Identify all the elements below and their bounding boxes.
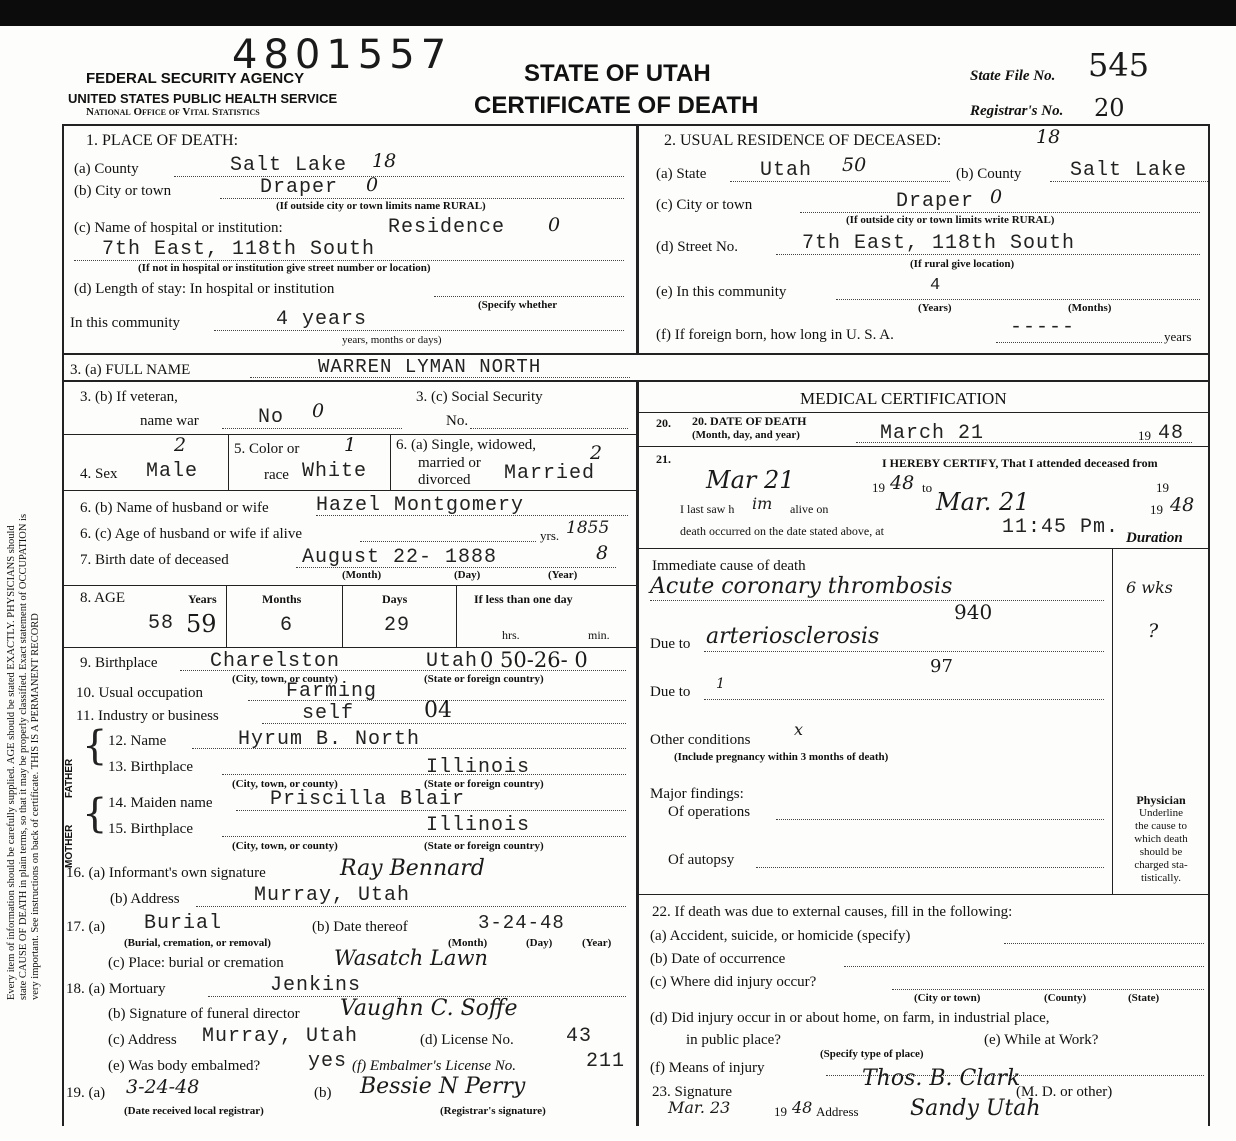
external-d2: in public place? <box>686 1032 781 1048</box>
res-years-label: years <box>1164 329 1192 344</box>
color-value: White <box>302 460 368 483</box>
burial-date-label: (b) Date thereof <box>312 919 408 935</box>
age-months-head: Months <box>262 592 302 606</box>
external-e: (e) While at Work? <box>984 1032 1099 1048</box>
race-label: race <box>264 467 289 483</box>
burial-label: 17. (a) <box>66 919 106 935</box>
registrar-signature: Bessie N Perry <box>360 1074 526 1099</box>
mortuary-name: Jenkins <box>270 974 362 997</box>
pod-county-label: (a) County <box>74 161 139 177</box>
registrar-date: 3-24-48 <box>126 1076 200 1098</box>
physician-note: Physician Underline the cause to which death should be charged sta- tistically. <box>1134 793 1188 884</box>
marital-label-3: divorced <box>418 472 471 488</box>
other-conditions: x <box>794 720 804 739</box>
external-c: (c) Where did injury occur? <box>650 974 817 990</box>
death-year: 48 <box>1158 422 1185 445</box>
marital-value: Married <box>504 462 596 485</box>
attended-to: Mar. 21 <box>936 488 1030 516</box>
autopsy-label: Of autopsy <box>668 852 735 868</box>
state-file-number: 545 <box>1088 46 1150 84</box>
major-findings-label: Major findings: <box>650 786 744 802</box>
color-code: 1 <box>344 434 357 456</box>
res-years-note: (Years) <box>918 302 952 314</box>
immediate-code: 940 <box>954 600 993 624</box>
external-b: (b) Date of occurrence <box>650 951 786 967</box>
registrar-b-label: (b) <box>314 1085 332 1101</box>
burial-place-label: (c) Place: burial or cremation <box>108 955 284 971</box>
social-security-label: 3. (c) Social Security <box>416 389 543 405</box>
sex-code: 2 <box>174 434 187 456</box>
res-city-note: (If outside city or town limits write RURAL) <box>846 214 1055 226</box>
burial-value: Burial <box>144 912 223 935</box>
death-date-num: 20. <box>656 416 671 430</box>
attended-unused-prefix: 19 <box>1156 480 1169 495</box>
signature-address: Sandy Utah <box>910 1096 1041 1121</box>
mother-brace: { <box>82 791 108 837</box>
registrar-date-note: (Date received local registrar) <box>124 1105 264 1117</box>
age-hrs: hrs. <box>502 628 520 642</box>
res-county-label: (b) County <box>956 166 1022 182</box>
last-saw-pronoun: im <box>752 494 773 513</box>
burial-year-note: (Year) <box>582 937 612 949</box>
father-name: Hyrum B. North <box>238 728 421 751</box>
occupation-label: 10. Usual occupation <box>76 685 204 701</box>
burial-day-note: (Day) <box>526 937 553 949</box>
burial-place: Wasatch Lawn <box>334 946 488 970</box>
md-label: (M. D. or other) <box>1016 1084 1113 1100</box>
informant-sig-label: 16. (a) Informant's own signature <box>66 865 266 881</box>
due-to-2-code: 97 <box>930 656 953 677</box>
death-date-label: 20. DATE OF DEATH <box>692 414 807 428</box>
birth-month-note: (Month) <box>342 569 382 581</box>
state-file-label: State File No. <box>970 68 1056 84</box>
full-name: WARREN LYMAN NORTH <box>318 356 542 378</box>
embalmed-label: (e) Was body embalmed? <box>108 1058 261 1074</box>
place-of-death-heading: 1. PLACE OF DEATH: <box>86 132 239 149</box>
frame-left <box>62 124 64 1126</box>
registrar-sig-note: (Registrar's signature) <box>440 1105 546 1117</box>
industry-code: 04 <box>424 698 452 723</box>
attended-from: Mar 21 <box>706 466 795 494</box>
registrar-number: 20 <box>1094 94 1125 122</box>
attended-from-prefix: 19 <box>872 480 885 495</box>
pod-specify-note: (Specify whether <box>478 299 558 311</box>
external-city-note: (City or town) <box>914 992 981 1004</box>
age-col-1 <box>226 585 227 647</box>
residence-heading: 2. USUAL RESIDENCE OF DECEASED: <box>664 132 942 149</box>
age-lessday-head: If less than one day <box>474 592 573 606</box>
industry-label: 11. Industry or business <box>76 708 219 724</box>
external-specify-note: (Specify type of place) <box>820 1048 924 1060</box>
license-label: (d) License No. <box>420 1032 514 1048</box>
duration-head: Duration <box>1126 530 1183 546</box>
license-number: 43 <box>566 1025 593 1048</box>
veteran-label: 3. (b) If veteran, <box>80 389 178 405</box>
mother-birthplace: Illinois <box>426 814 531 837</box>
res-city: Draper <box>896 190 975 213</box>
margin-instructions: Every item of information should be carefully supplied. AGE should be stated EXACTLY. PHYSICIANS should state CAUSE OF DEATH in plain terms, so that it may be properly classified. Exact statement of OCCUPATION is very important. See instructions on back of certificate. THIS IS A PERMANENT RECORD <box>6 513 41 1000</box>
age-years-head: Years <box>188 592 217 606</box>
external-heading: 22. If death was due to external causes, fill in the following: <box>652 904 1013 920</box>
res-foreign-label: (f) If foreign born, how long in U. S. A. <box>656 327 894 343</box>
res-state-code: 50 <box>842 154 867 176</box>
age-years: 58 <box>148 612 175 635</box>
immediate-cause: Acute coronary thrombosis <box>650 574 953 599</box>
occurred-label: death occurred on the date stated above, at <box>680 524 884 538</box>
industry: self <box>302 702 355 725</box>
mother-birth-label: 15. Birthplace <box>108 821 193 837</box>
informant-address: Murray, Utah <box>254 884 411 907</box>
residence-code: 18 <box>1036 126 1061 148</box>
certify-num: 21. <box>656 452 671 466</box>
spouse-label: 6. (b) Name of husband or wife <box>80 500 269 516</box>
due-to-1-duration: ? <box>1148 620 1159 642</box>
physician-signature: Thos. B. Clark <box>862 1066 1021 1091</box>
scan-top-border <box>0 0 1236 26</box>
color-label: 5. Color or <box>234 441 300 457</box>
certify-text: I HEREBY CERTIFY, That I attended deceased from <box>882 456 1158 470</box>
burial-note: (Burial, cremation, or removal) <box>124 937 271 949</box>
marital-code: 2 <box>590 442 603 464</box>
due-to-label-2: Due to <box>650 684 691 700</box>
occupation: Farming <box>286 680 378 703</box>
age-label: 8. AGE <box>80 590 125 606</box>
marital-label-2: married or <box>418 455 481 471</box>
informant-addr-label: (b) Address <box>110 891 180 907</box>
due-to-1: arteriosclerosis <box>706 624 880 649</box>
duration-column <box>1112 548 1113 894</box>
embalmer-license: 211 <box>586 1050 626 1073</box>
agency-service: UNITED STATES PUBLIC HEALTH SERVICE <box>68 91 338 106</box>
pod-hospital-label: (c) Name of hospital or institution: <box>74 220 283 236</box>
spouse-age-code: 1855 <box>566 518 610 538</box>
res-state-label: (a) State <box>656 166 707 182</box>
pod-community: 4 years <box>276 308 368 331</box>
pod-street: 7th East, 118th South <box>102 238 376 261</box>
death-date-note: (Month, day, and year) <box>692 429 800 441</box>
social-security-no-label: No. <box>446 413 469 429</box>
res-street-note: (If rural give location) <box>910 258 1015 270</box>
mother-city-note: (City, town, or county) <box>232 840 338 852</box>
res-street-label: (d) Street No. <box>656 239 739 255</box>
immediate-cause-label: Immediate cause of death <box>652 558 806 574</box>
birth-date-code: 8 <box>596 542 609 564</box>
divider-lower <box>636 380 639 1126</box>
external-a: (a) Accident, suicide, or homicide (specify) <box>650 928 911 944</box>
attended-to-year: 48 <box>1170 494 1195 516</box>
birthplace-code: 0 50-26- 0 <box>480 648 588 672</box>
registrar-label: 19. (a) <box>66 1085 106 1101</box>
signature-address-label: Address <box>816 1104 859 1119</box>
other-conditions-label: Other conditions <box>650 732 751 748</box>
birth-date-label: 7. Birth date of deceased <box>80 552 229 568</box>
res-street: 7th East, 118th South <box>802 232 1076 255</box>
pod-city-code: 0 <box>366 174 379 196</box>
birth-day-note: (Day) <box>454 569 481 581</box>
immediate-duration: 6 wks <box>1126 578 1173 597</box>
res-city-label: (c) City or town <box>656 197 753 213</box>
marital-label: 6. (a) Single, widowed, <box>396 437 536 453</box>
divider-upper <box>636 126 639 354</box>
birthplace-label: 9. Birthplace <box>80 655 158 671</box>
certificate-title: CERTIFICATE OF DEATH <box>474 92 759 119</box>
birthplace-state-note: (State or foreign country) <box>424 673 544 685</box>
mortuary-addr-label: (c) Address <box>108 1032 177 1048</box>
due-to-2: 1 <box>716 676 725 692</box>
res-county: Salt Lake <box>1070 159 1188 182</box>
birth-date: August 22- 1888 <box>302 546 498 569</box>
age-col-2 <box>342 585 343 647</box>
rule-after-death-date <box>638 446 1210 447</box>
mother-state-note: (State or foreign country) <box>424 840 544 852</box>
sex-divider <box>228 434 229 490</box>
rule-under-med-heading <box>638 412 1210 413</box>
rule-after-name <box>62 380 1210 382</box>
external-d1: (d) Did injury occur in or about home, on farm, in industrial place, <box>650 1010 1050 1026</box>
res-city-code: 0 <box>990 186 1003 208</box>
registrar-number-label: Registrar's No. <box>970 103 1064 119</box>
external-state-note: (State) <box>1128 992 1160 1004</box>
res-months-note: (Months) <box>1068 302 1112 314</box>
pod-units-note: years, months or days) <box>342 334 442 346</box>
state-heading: STATE OF UTAH <box>524 60 711 87</box>
sex-label: 4. Sex <box>80 466 118 482</box>
pod-street-note: (If not in hospital or institution give street number or location) <box>138 262 431 274</box>
birth-year-note: (Year) <box>548 569 578 581</box>
director-label: (b) Signature of funeral director <box>108 1006 300 1022</box>
age-years-code: 59 <box>186 610 217 638</box>
age-days: 29 <box>384 614 411 637</box>
last-saw-label: I last saw h <box>680 502 735 516</box>
external-county-note: (County) <box>1044 992 1087 1004</box>
birthplace-state: Utah <box>426 650 479 673</box>
age-months: 6 <box>280 614 294 637</box>
rule-before-external <box>638 894 1210 895</box>
pod-county-code: 18 <box>372 150 397 172</box>
director-signature: Vaughn C. Soffe <box>340 996 518 1021</box>
father-side-label: FATHER <box>64 758 75 798</box>
pod-hospital: Residence <box>388 216 506 239</box>
pod-stay-label: (d) Length of stay: In hospital or institution <box>74 281 335 297</box>
other-conditions-note: (Include pregnancy within 3 months of death) <box>674 751 889 763</box>
spouse-age-unit: yrs. <box>540 528 560 543</box>
pod-city-note: (If outside city or town limits name RURAL) <box>276 200 486 212</box>
spouse-age-label: 6. (c) Age of husband or wife if alive <box>80 526 303 542</box>
burial-month-note: (Month) <box>448 937 488 949</box>
mother-name-label: 14. Maiden name <box>108 795 213 811</box>
handwritten-file-number: 4801557 <box>232 32 453 78</box>
informant-signature: Ray Bennard <box>340 856 485 881</box>
rule-after-place <box>62 353 1210 355</box>
due-to-label-1: Due to <box>650 636 691 652</box>
operations-label: Of operations <box>668 804 751 820</box>
father-name-label: 12. Name <box>108 733 167 749</box>
pod-city: Draper <box>260 176 339 199</box>
age-days-head: Days <box>382 592 408 606</box>
color-divider <box>390 434 391 490</box>
birthplace-city-note: (City, town, or county) <box>232 673 338 685</box>
signature-label: 23. Signature <box>652 1084 732 1100</box>
pod-hospital-code: 0 <box>548 214 561 236</box>
attended-from-year: 48 <box>890 472 915 494</box>
father-city-note: (City, town, or county) <box>232 778 338 790</box>
res-community-label: (e) In this community <box>656 284 787 300</box>
res-foreign: ----- <box>1010 316 1076 339</box>
rule-after-sex <box>62 490 638 491</box>
death-year-prefix: 19 <box>1138 428 1151 443</box>
veteran-code: 0 <box>312 400 325 422</box>
attended-to-prefix: 19 <box>1150 502 1163 517</box>
mother-name: Priscilla Blair <box>270 788 466 811</box>
age-col-3 <box>456 585 457 647</box>
sex-value: Male <box>146 460 199 483</box>
father-brace: { <box>82 723 108 769</box>
rule-before-age <box>62 585 638 586</box>
signature-date: Mar. 23 <box>668 1098 731 1117</box>
father-state-note: (State or foreign country) <box>424 778 544 790</box>
embalmer-license-label: (f) Embalmer's License No. <box>352 1058 517 1074</box>
frame-right <box>1208 124 1210 1126</box>
signature-year-prefix: 19 <box>774 1104 787 1119</box>
father-birthplace: Illinois <box>426 756 531 779</box>
burial-date: 3-24-48 <box>478 912 565 934</box>
mother-side-label: MOTHER <box>64 824 75 868</box>
external-f: (f) Means of injury <box>650 1060 765 1076</box>
alive-on-label: alive on <box>790 502 829 516</box>
medical-heading: MEDICAL CERTIFICATION <box>800 389 1007 408</box>
res-community: 4 <box>930 276 942 295</box>
mortuary-address: Murray, Utah <box>202 1025 359 1048</box>
to-label: to <box>922 480 933 495</box>
signature-year: 48 <box>792 1098 813 1117</box>
veteran-value: No <box>258 406 285 429</box>
embalmed-value: yes <box>308 1050 348 1073</box>
agency-name: FEDERAL SECURITY AGENCY <box>86 70 305 87</box>
res-state: Utah <box>760 159 813 182</box>
father-birth-label: 13. Birthplace <box>108 759 193 775</box>
pod-city-label: (b) City or town <box>74 183 172 199</box>
birthplace-city: Charelston <box>210 650 341 673</box>
rule-before-causes <box>638 548 1210 549</box>
age-min: min. <box>588 628 610 642</box>
agency-office: National Office of Vital Statistics <box>86 106 260 118</box>
death-date: March 21 <box>880 422 985 445</box>
mortuary-label: 18. (a) Mortuary <box>66 981 166 997</box>
spouse-name: Hazel Montgomery <box>316 494 525 517</box>
full-name-label: 3. (a) FULL NAME <box>70 362 191 378</box>
veteran-war-label: name war <box>140 413 199 429</box>
pod-county: Salt Lake <box>230 154 348 177</box>
death-time: 11:45 Pm. <box>1002 516 1120 539</box>
pod-community-label: In this community <box>70 315 180 331</box>
